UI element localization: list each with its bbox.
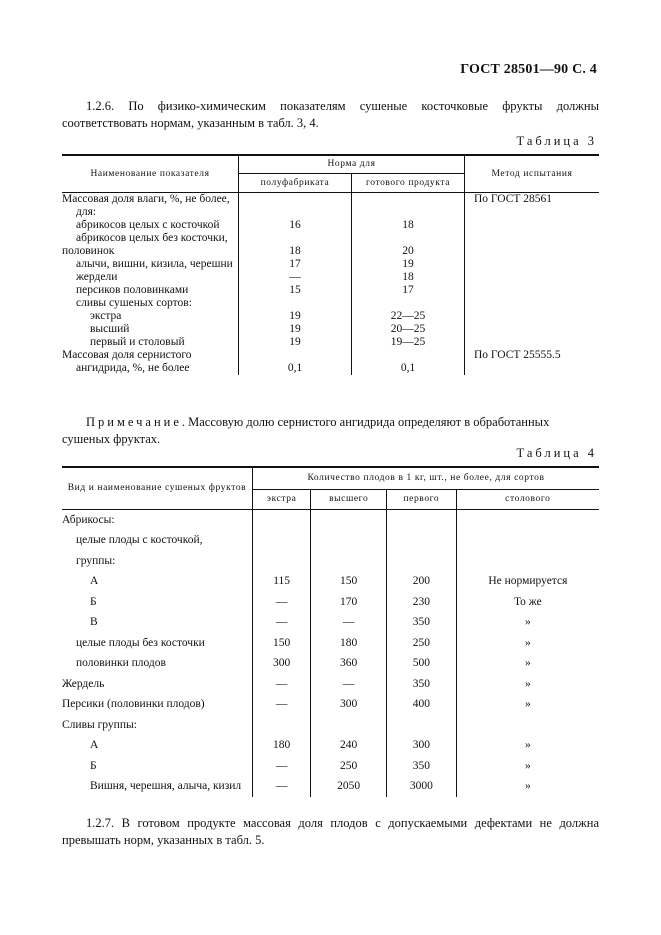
t3-cell-ready: 19—25 [352,336,465,349]
t3-cell-ready: 18 [352,219,465,232]
t4-row [62,633,599,654]
t4-cell-extra [253,530,311,551]
t4-row [62,735,599,756]
t4-row [62,674,599,695]
t4-cell-table: » [524,616,531,628]
t4-cell-first: 350 [387,612,457,633]
t3-cell-ready: 0,1 [352,349,465,375]
t3-row [62,271,599,284]
t3-cell-semi: 0,1 [239,349,352,375]
t3-cell-ready: 20 [352,232,465,258]
t4-cell-first: 230 [387,592,457,613]
t4-row [62,551,599,572]
t3-body [62,192,599,375]
t4-header-name: Вид и наименование сушеных фруктов [62,467,253,509]
t3-cell-name: персиков половинками [62,284,239,297]
t4-cell-first: 250 [387,633,457,654]
t3-header-method: Метод испытания [465,155,600,192]
t4-cell-extra [253,551,311,572]
t4-row [62,715,599,736]
t4-cell-highest [311,715,387,736]
t4-cell-highest: 150 [311,571,387,592]
t4-cell-table: » [524,739,531,751]
t3-cell-method [465,219,600,232]
t4-cell-highest: 250 [311,756,387,777]
t4-cell-name: А [62,571,253,592]
t3-cell-method [465,336,600,349]
t4-cell-extra: — [253,694,311,715]
t3-cell-semi: — [239,271,352,284]
t3-row [62,232,599,258]
t3-row [62,192,599,219]
t3-cell-name: жердели [62,271,239,284]
t4-row [62,776,599,797]
t3-cell-semi: 15 [239,284,352,297]
t4-cell-name: А [62,735,253,756]
t4-cell-highest: 360 [311,653,387,674]
t3-header-semi: полуфабриката [239,173,352,192]
t4-cell-table [456,509,599,530]
note [62,414,599,448]
t4-cell-first: 200 [387,571,457,592]
t4-cell-extra: 180 [253,735,311,756]
t4-cell-highest: 2050 [311,776,387,797]
table-4 [62,466,599,797]
t4-cell-name: целые плоды без косточки [62,633,253,654]
t4-cell-highest: 300 [311,694,387,715]
t4-row [62,571,599,592]
t4-header-highest: высшего [311,489,387,509]
t3-cell-method [465,232,600,258]
t4-cell-first [387,715,457,736]
t4-cell-extra: — [253,776,311,797]
t3-cell-ready: 22—25 [352,310,465,323]
t4-header-extra: экстра [253,489,311,509]
t4-cell-extra: 150 [253,633,311,654]
t4-cell-name: Абрикосы: [62,509,253,530]
t4-cell-highest: 170 [311,592,387,613]
t4-cell-extra [253,715,311,736]
t4-cell-table [456,530,599,551]
t3-cell-semi [239,192,352,219]
t3-cell-semi: 19 [239,310,352,323]
t4-cell-first: 350 [387,674,457,695]
t4-cell-extra: 300 [253,653,311,674]
t3-row [62,323,599,336]
t3-cell-method [465,284,600,297]
t4-cell-first: 300 [387,735,457,756]
t4-cell-name: половинки плодов [62,653,253,674]
t4-cell-name: Б [62,592,253,613]
t3-row [62,297,599,310]
t4-cell-first: 400 [387,694,457,715]
table-3-caption: Таблица 3 [516,134,597,148]
t3-row [62,258,599,271]
t3-row [62,284,599,297]
t4-cell-name: целые плоды с косточкой, [62,530,253,551]
t3-cell-semi: 18 [239,232,352,258]
t3-cell-method [465,323,600,336]
t4-header-table: столового [456,489,599,509]
t3-cell-method: По ГОСТ 25555.5 [474,348,561,361]
t4-cell-table: » [524,698,531,710]
t4-row [62,530,599,551]
t3-cell-semi: 19 [239,336,352,349]
t4-cell-name: В [62,612,253,633]
t4-header-count: Количество плодов в 1 кг, шт., не более, для сортов [253,467,600,489]
t4-row [62,612,599,633]
t4-cell-table: То же [514,595,542,608]
t4-cell-extra: — [253,612,311,633]
t3-cell-ready [352,297,465,310]
t4-cell-highest: 240 [311,735,387,756]
t4-cell-name: Вишня, черешня, алыча, кизил [62,776,253,797]
t4-cell-extra [253,509,311,530]
t4-cell-highest [311,551,387,572]
t3-cell-name: Массовая доля сернистого ангидрида, %, не более [62,349,239,375]
t4-cell-table [456,551,599,572]
t3-cell-semi [239,297,352,310]
t3-cell-method [465,297,600,310]
t4-cell-name: Сливы группы: [62,715,253,736]
t4-cell-first: 350 [387,756,457,777]
t4-cell-first: 3000 [387,776,457,797]
t4-cell-highest [311,509,387,530]
t4-cell-highest: — [311,674,387,695]
t3-row [62,310,599,323]
t4-cell-table: » [524,636,531,649]
t3-cell-name: абрикосов целых без косточки, половинок [62,232,239,258]
note-label: Примечание [86,415,182,429]
t3-cell-ready: 19 [352,258,465,271]
t3-cell-semi: 16 [239,219,352,232]
t3-cell-ready: 18 [352,271,465,284]
table-3 [62,154,599,375]
t4-cell-table [456,715,599,736]
t4-cell-name: Персики (половинки плодов) [62,694,253,715]
t3-cell-semi: 17 [239,258,352,271]
t3-cell-method [465,271,600,284]
t3-header-ready: готового продукта [352,173,465,192]
t4-row [62,653,599,674]
t4-cell-highest [311,530,387,551]
t4-cell-extra: — [253,674,311,695]
t4-cell-table: » [524,780,531,792]
t3-row [62,349,599,375]
t3-cell-method [465,310,600,323]
t4-cell-first: 500 [387,653,457,674]
t4-cell-table: Не нормируется [488,575,568,587]
page-header: ГОСТ 28501—90 С. 4 [460,62,597,77]
t4-cell-first [387,509,457,530]
t3-cell-ready: 20—25 [352,323,465,336]
t3-cell-semi: 19 [239,323,352,336]
t3-cell-method [465,258,600,271]
t3-cell-name: экстра [62,310,239,323]
t4-cell-extra: 115 [253,571,311,592]
t4-cell-highest: — [311,612,387,633]
t4-row [62,694,599,715]
t4-row [62,756,599,777]
note-text: . Массовую долю сернистого ангидрида определяют в обработанных сушеных фруктах. [62,415,550,446]
t4-cell-highest: 180 [311,633,387,654]
t4-cell-first [387,530,457,551]
t4-header-first: первого [387,489,457,509]
t4-cell-table: » [524,657,531,669]
t3-row [62,336,599,349]
t4-row [62,509,599,530]
t3-cell-name: Массовая доля влаги, %, не более, для: [62,192,239,219]
t3-row [62,219,599,232]
t3-cell-ready [352,192,465,219]
t4-body [62,509,599,797]
t4-cell-name: Б [62,756,253,777]
t3-header-norm: Норма для [239,155,465,173]
t3-cell-name: первый и столовый [62,336,239,349]
t4-cell-name: группы: [62,551,253,572]
t4-row [62,592,599,613]
t3-cell-name: алычи, вишни, кизила, черешни [62,258,239,271]
t4-cell-table: » [524,759,531,772]
t4-cell-first [387,551,457,572]
t4-cell-table: » [524,677,531,690]
t4-cell-name: Жердель [62,674,253,695]
paragraph-1-2-7: 1.2.7. В готовом продукте массовая доля плодов с допускаемыми дефектами не должна превышать норм, указанных в табл. 5. [62,816,599,847]
t3-cell-ready: 17 [352,284,465,297]
t3-cell-method: По ГОСТ 28561 [474,192,553,205]
t3-cell-name: абрикосов целых с косточкой [62,219,239,232]
paragraph-1-2-6: 1.2.6. По физико-химическим показателям сушеные косточковые фрукты должны соответствовать нормам, указанным в табл. 3, 4. [62,99,599,130]
table-4-caption: Таблица 4 [516,446,597,460]
t3-cell-name: сливы сушеных сортов: [62,297,239,310]
t3-cell-name: высший [62,323,239,336]
t4-cell-extra: — [253,592,311,613]
t4-cell-extra: — [253,756,311,777]
t3-header-name: Наименование показателя [62,155,239,192]
